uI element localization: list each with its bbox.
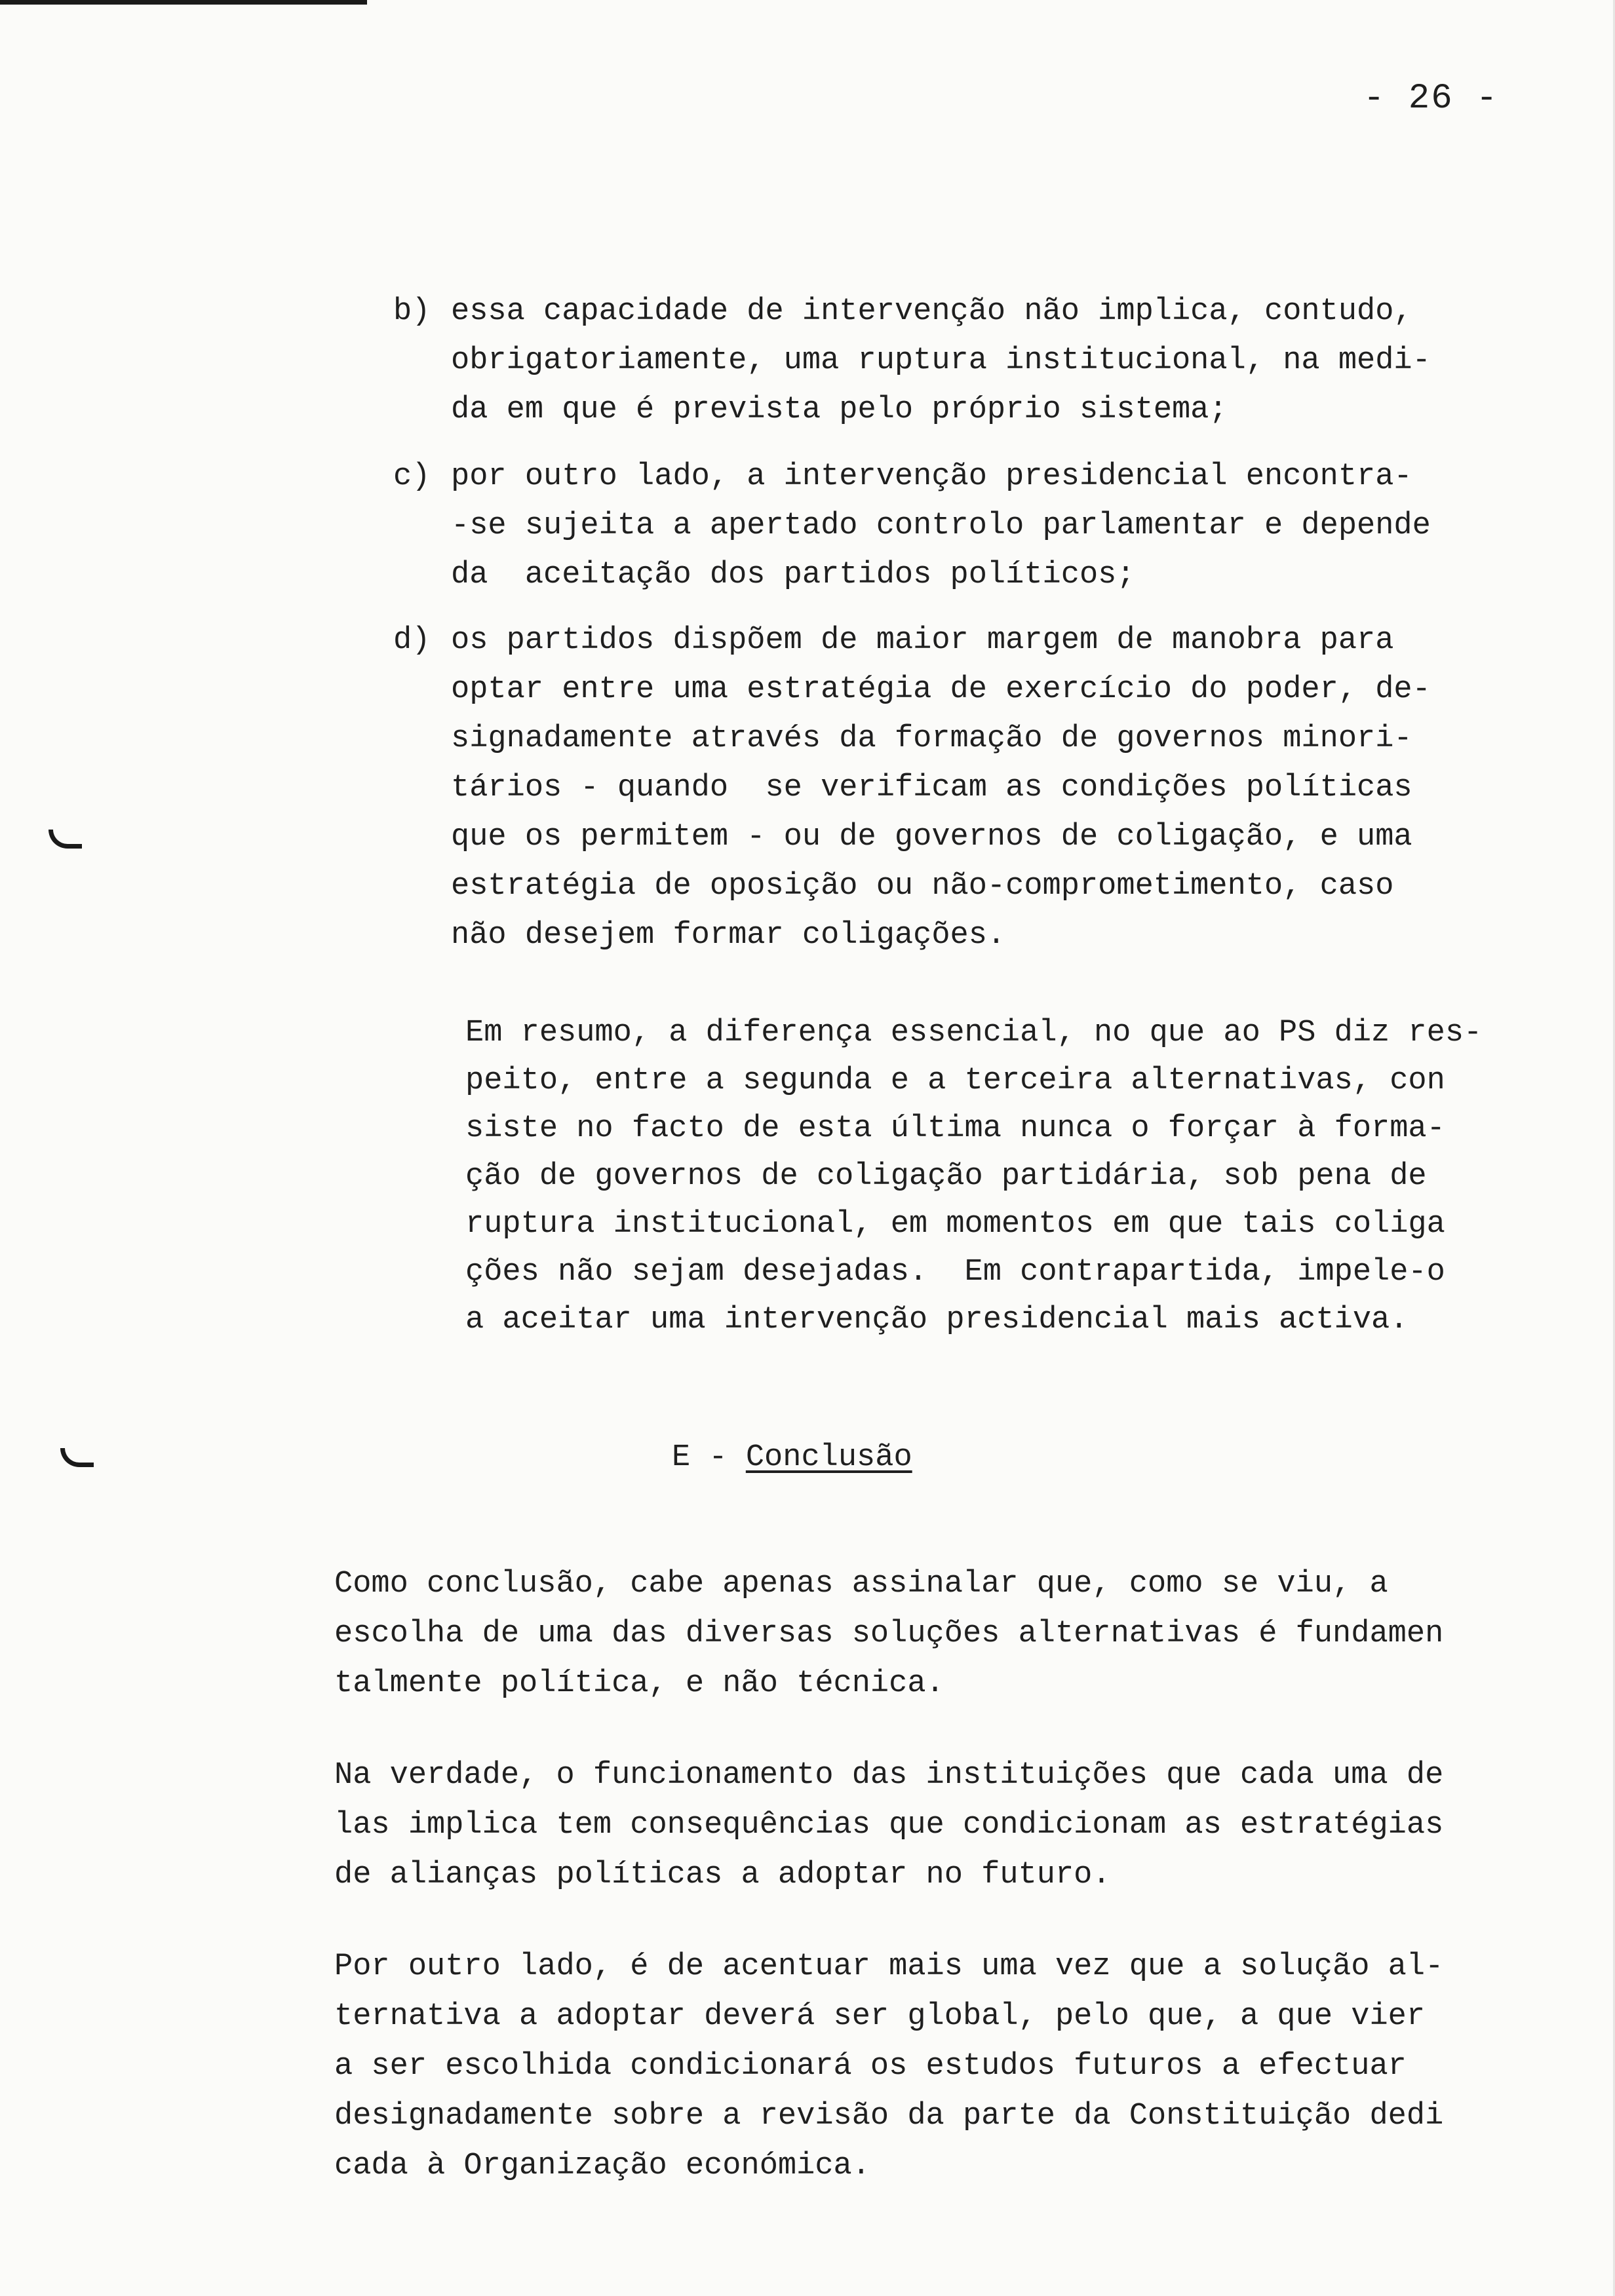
text-line: ternativa a adoptar deverá ser global, pelo que, a que vier (334, 1999, 1426, 2034)
text-line: -se sujeita a apertado controlo parlamentar e depende (451, 508, 1431, 543)
text-line: a aceitar uma intervenção presidencial mais activa. (465, 1303, 1409, 1337)
text-line: essa capacidade de intervenção não implica, contudo, (451, 294, 1412, 329)
list-item-letter: b) (393, 294, 431, 329)
conclusion-paragraph (334, 1751, 1580, 1900)
text-line: tários - quando se verificam as condições políticas (451, 771, 1412, 805)
text-line: estratégia de oposição ou não-comprometimento, caso (451, 869, 1394, 904)
text-line: las implica tem consequências que condicionam as estratégias (334, 1808, 1444, 1843)
conclusion-paragraph (334, 1942, 1580, 2191)
text-line: a ser escolhida condicionará os estudos futuros a efectuar (334, 2049, 1407, 2084)
text-line: de alianças políticas a adoptar no futuro. (334, 1858, 1111, 1892)
list-item-text (451, 452, 1598, 600)
text-line: designadamente sobre a revisão da parte da Constituição dedi (334, 2099, 1444, 2133)
page-number: - 26 - (1363, 79, 1499, 119)
text-line: ruptura institucional, em momentos em que tais coliga (465, 1207, 1445, 1242)
margin-bracket-mark (49, 830, 82, 849)
text-line: ção de governos de coligação partidária, sob pena de (465, 1159, 1427, 1194)
text-line: por outro lado, a intervenção presidencial encontra- (451, 459, 1412, 494)
list-item-text (451, 616, 1598, 960)
text-line: escolha de uma das diversas soluções alternativas é fundamen (334, 1617, 1444, 1651)
text-line: da aceitação dos partidos políticos; (451, 558, 1135, 592)
text-line: Como conclusão, cabe apenas assinalar que, como se viu, a (334, 1567, 1388, 1601)
text-line: signadamente através da formação de governos minori- (451, 721, 1412, 756)
text-line: os partidos dispõem de maior margem de manobra para (451, 623, 1394, 658)
text-line: talmente política, e não técnica. (334, 1666, 944, 1701)
top-edge-rule (0, 0, 367, 5)
text-line: Por outro lado, é de acentuar mais uma vez que a solução al- (334, 1949, 1444, 1984)
text-line: obrigatoriamente, uma ruptura institucional, na medi- (451, 343, 1431, 378)
text-line: que os permitem - ou de governos de coligação, e uma (451, 820, 1412, 854)
list-item-letter: d) (393, 623, 431, 658)
text-line: siste no facto de esta última nunca o forçar à forma- (465, 1111, 1445, 1146)
section-heading-title: Conclusão (745, 1440, 912, 1475)
summary-paragraph (465, 1009, 1580, 1344)
margin-bracket-mark (60, 1448, 94, 1467)
text-line: peito, entre a segunda e a terceira alternativas, con (465, 1063, 1445, 1098)
list-item-letter: c) (393, 459, 431, 494)
list-item-text (451, 287, 1598, 434)
text-line: ções não sejam desejadas. Em contrapartida, impele-o (465, 1255, 1445, 1290)
text-line: Na verdade, o funcionamento das instituições que cada uma de (334, 1758, 1444, 1793)
text-line: não desejem formar coligações. (451, 918, 1006, 953)
section-heading-prefix: E - (672, 1440, 746, 1475)
section-heading (672, 1440, 912, 1475)
conclusion-paragraph (334, 1559, 1580, 1709)
text-line: Em resumo, a diferença essencial, no que ao PS diz res- (465, 1016, 1483, 1050)
text-line: cada à Organização económica. (334, 2149, 870, 2183)
text-line: da em que é prevista pelo próprio sistema; (451, 392, 1228, 427)
text-line: optar entre uma estratégia de exercício do poder, de- (451, 672, 1431, 707)
